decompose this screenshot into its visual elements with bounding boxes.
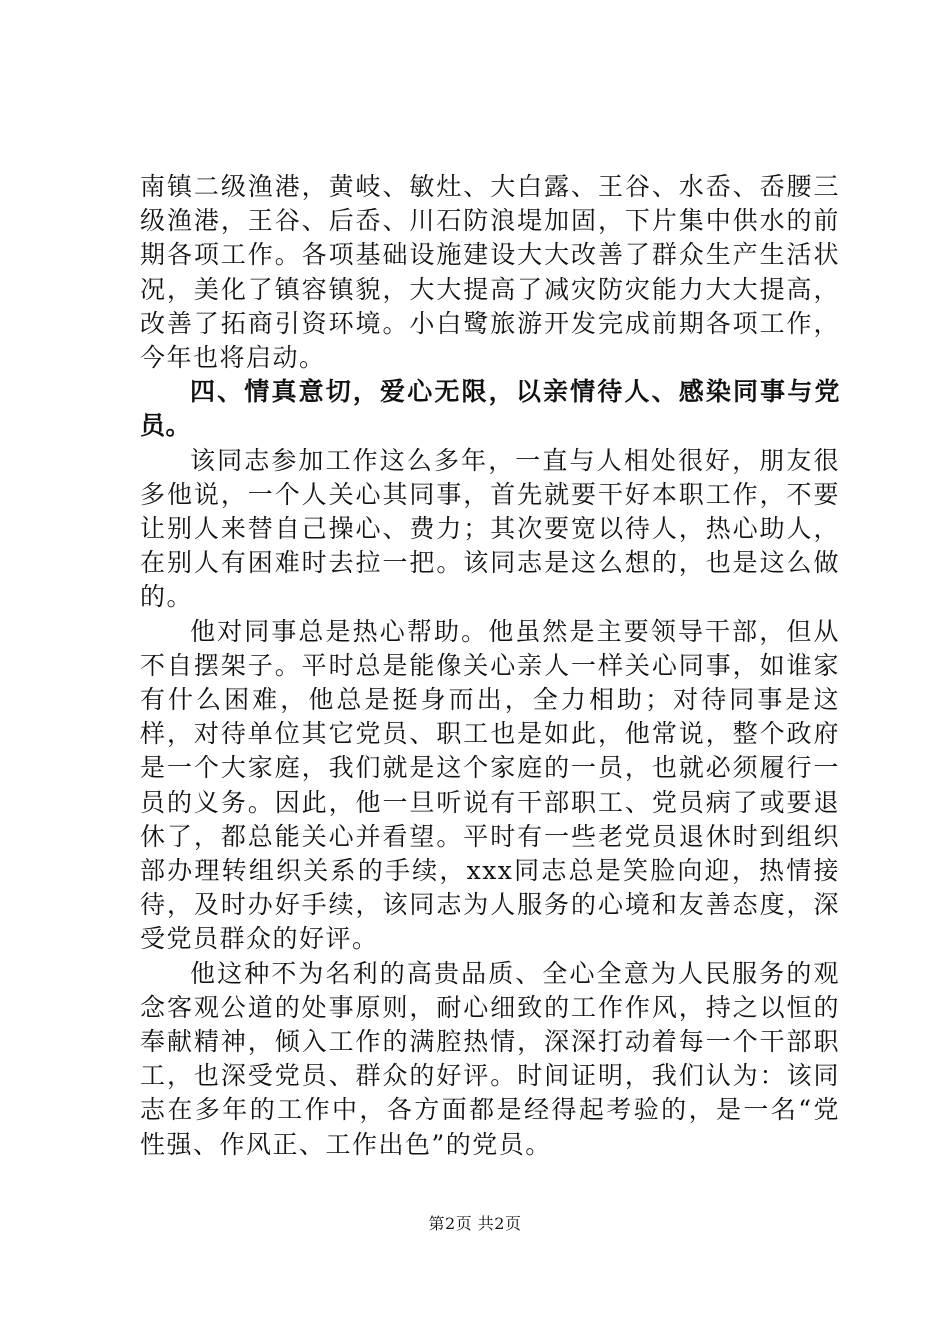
paragraph: 他对同事总是热心帮助。他虽然是主要领导干部，但从不自摆架子。平时总是能像关心亲人一样关心同事，如谁家有什么困难，他总是挺身而出，全力相助；对待同事是这样，对待单位其它党员、职工也是如此，他常说，整个政府是一个大家庭，我们就是这个家庭的一员，也就必须履行一员的义务。因此，他一旦听说有干部职工、党员病了或要退休了，都总能关心并看望。平时有一些老党员退休时到组织部办理转组织关系的手续，xxx同志总是笑脸向迎，热情接待，及时办好手续，该同志为人服务的心境和友善态度，深受党员群众的好评。 [140,616,840,954]
page-number-footer: 第2页 共2页 [428,1214,522,1233]
paragraph-continued: 南镇二级渔港，黄岐、敏灶、大白露、王谷、水岙、岙腰三级渔港，王谷、后岙、川石防浪堤加固，下片集中供水的前期各项工作。各项基础设施建设大大改善了群众生产生活状况，美化了镇容镇貌，大大提高了减灾防灾能力大大提高，改善了拓商引资环境。小白鹭旅游开发完成前期各项工作，今年也将启动。 [140,172,840,373]
paragraph: 该同志参加工作这么多年，一直与人相处很好，朋友很多他说，一个人关心其同事，首先就要干好本职工作，不要让别人来替自己操心、费力；其次要宽以待人，热心助人，在别人有困难时去拉一把。该同志是这么想的，也是这么做的。 [140,445,840,612]
document-body [140,170,840,1162]
paragraph: 他这种不为名利的高贵品质、全心全意为人民服务的观念客观公道的处事原则，耐心细致的工作作风，持之以恒的奉献精神，倾入工作的满腔热情，深深打动着每一个干部职工，也深受党员、群众的好评。时间证明，我们认为：该同志在多年的工作中，各方面都是经得起考验的，是一名“党性强、作风正、工作出色”的党员。 [140,958,840,1159]
section-heading: 四、情真意切，爱心无限，以亲情待人、感染同事与党员。 [140,377,840,441]
